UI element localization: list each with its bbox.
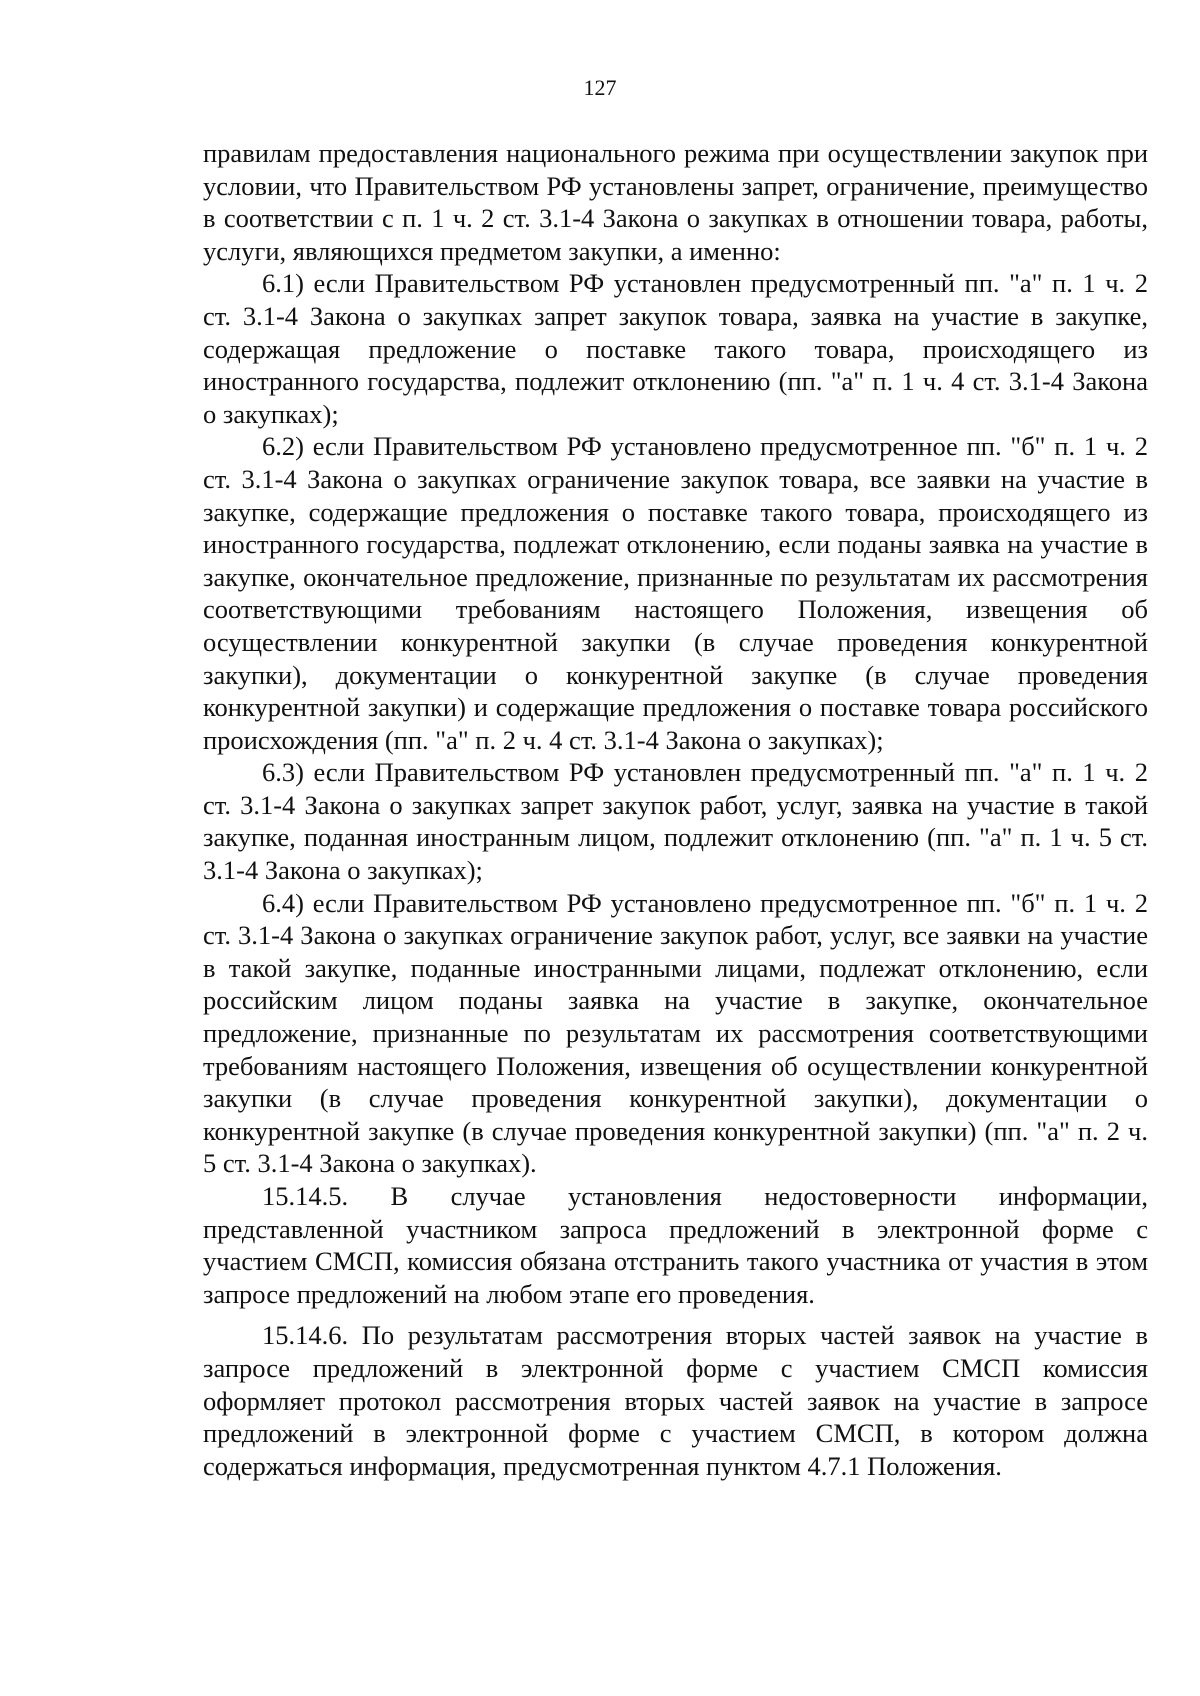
paragraph-6-1: 6.1) если Правительством РФ установлен предусмотренный пп. "а" п. 1 ч. 2 ст. 3.1-4 Закона о закупках запрет закупок товара, заявка на участие в закупке, содержащая предложение о поставке такого товара, происходящего из иностранного государства, подлежит отклонению (пп. "а" п. 1 ч. 4 ст. 3.1-4 Закона о закупках);	[203, 268, 1148, 429]
paragraph-6-4: 6.4) если Правительством РФ установлено предусмотренное пп. "б" п. 1 ч. 2 ст. 3.1-4 Закона о закупках ограничение закупок работ, услуг, все заявки на участие в такой закупке, поданные иностранными лицами, подлежат отклонению, если российским лицом поданы заявка на участие в закупке, окончательное предложение, признанные по результатам их рассмотрения соответствующими требованиям настоящего Положения, извещения об осуществлении конкурентной закупки (в случае проведения конкурентной закупки), документации о конкурентной закупке (в случае проведения конкурентной закупки) (пп. "а" п. 2 ч. 5 ст. 3.1-4 Закона о закупках).	[203, 887, 1148, 1179]
document-body	[203, 137, 1148, 1482]
paragraph-6-2: 6.2) если Правительством РФ установлено предусмотренное пп. "б" п. 1 ч. 2 ст. 3.1-4 Закона о закупках ограничение закупок товара, все заявки на участие в закупке, содержащие предложения о поставке такого товара, происходящего из иностранного государства, подлежат отклонению, если поданы заявка на участие в закупке, окончательное предложение, признанные по результатам их рассмотрения соответствующими требованиям настоящего Положения, извещения об осуществлении конкурентной закупки (в случае проведения конкурентной закупки), документации о конкурентной закупке (в случае проведения конкурентной закупки) и содержащие предложения о поставке товара российского происхождения (пп. "а" п. 2 ч. 4 ст. 3.1-4 Закона о закупках);	[203, 431, 1148, 755]
paragraph-intro: правилам предоставления национального режима при осуществлении закупок при условии, что Правительством РФ установлены запрет, ограничение, преимущество в соответствии с п. 1 ч. 2 ст. 3.1-4 Закона о закупках в отношении товара, работы, услуги, являющихся предметом закупки, а именно:	[203, 138, 1148, 266]
paragraph-15-14-5: 15.14.5. В случае установления недостоверности информации, представленной участником запроса предложений в электронной форме с участием СМСП, комиссия обязана отстранить такого участника от участия в этом запросе предложений на любом этапе его проведения.	[203, 1181, 1148, 1309]
paragraph-15-14-6: 15.14.6. По результатам рассмотрения вторых частей заявок на участие в запросе предложений в электронной форме с участием СМСП комиссия оформляет протокол рассмотрения вторых частей заявок на участие в запросе предложений в электронной форме с участием СМСП, в котором должна содержаться информация, предусмотренная пунктом 4.7.1 Положения.	[203, 1320, 1148, 1481]
paragraph-6-3: 6.3) если Правительством РФ установлен предусмотренный пп. "а" п. 1 ч. 2 ст. 3.1-4 Закона о закупках запрет закупок работ, услуг, заявка на участие в такой закупке, поданная иностранным лицом, подлежит отклонению (пп. "а" п. 1 ч. 5 ст. 3.1-4 Закона о закупках);	[203, 757, 1148, 886]
page-number: 127	[583, 75, 617, 100]
